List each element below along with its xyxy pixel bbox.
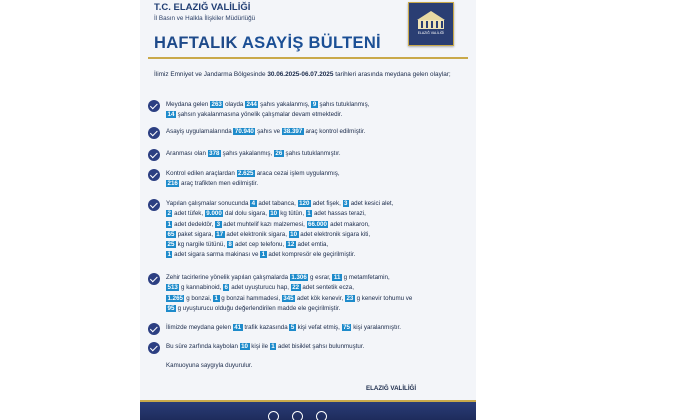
highlighted-number: 345	[283, 294, 294, 302]
item-text-segment: g esrar,	[308, 274, 333, 281]
item-text-segment: adet tüfek,	[172, 210, 205, 218]
bulletin-document	[140, 0, 476, 420]
item-text-segment: şahıs yakalanmış,	[220, 150, 274, 157]
item-text-segment: g bonzai hammadesi,	[219, 294, 282, 302]
highlighted-number: 10	[290, 230, 298, 238]
item-text-segment: kişi ile	[249, 343, 270, 350]
highlighted-number: 1	[167, 220, 171, 228]
highlighted-number: 10	[270, 210, 278, 218]
item-text	[166, 323, 466, 333]
highlighted-number: 1.265	[167, 294, 183, 302]
item-text-segment: olayda	[223, 101, 246, 108]
social-icon[interactable]	[268, 411, 279, 420]
item-text-segment: şahıs tutuklanmıştır.	[283, 150, 341, 157]
check-icon	[148, 169, 160, 181]
closing-text: Kamuoyuna saygıyla duyurulur.	[166, 362, 253, 369]
item-text	[166, 273, 466, 314]
logo-building	[418, 20, 444, 29]
item-text-segment: adet emtia,	[295, 241, 329, 249]
item-text-segment: adet kesici alet,	[349, 200, 394, 207]
highlighted-number: 41	[234, 324, 242, 331]
item-text-segment: kişi yaralanmıştır.	[351, 324, 401, 331]
item-text-segment: Zehir tacirlerine yönelik yapılan çalışmalarda	[166, 274, 290, 281]
footer-bar	[140, 400, 476, 420]
highlighted-number: 12	[287, 241, 295, 249]
item-text-segment: adet cep telefonu,	[233, 241, 286, 249]
governorship-building-logo	[408, 2, 454, 46]
item-text-segment: adet sentetik ecza,	[300, 284, 354, 292]
item-text-segment: Bu süre zarfında kaybolan	[166, 343, 240, 350]
item-text-segment: adet fişek,	[310, 200, 343, 207]
item-text-segment: adet elektronik sigara kiti,	[298, 230, 371, 238]
intro-text: İlimiz Emniyet ve Jandarma Bölgesinde	[154, 71, 268, 78]
item-text-segment: Asayiş uygulamalarında	[166, 128, 234, 135]
item-text-segment: şahıs yakalanmış,	[258, 101, 312, 108]
item-text-segment: kg nargile tütünü,	[175, 241, 227, 249]
check-icon	[148, 273, 160, 285]
check-icon	[148, 100, 160, 112]
highlighted-number: 2.625	[238, 170, 254, 177]
highlighted-number: 25	[167, 241, 175, 249]
item-text-segment: şahıs tutuklanmış,	[317, 101, 370, 108]
item-text-segment: şahıs ve	[255, 128, 282, 135]
highlighted-number: 1	[307, 210, 311, 218]
item-text-segment: adet elektronik sigara,	[224, 230, 289, 238]
item-text	[166, 199, 466, 261]
check-icon	[148, 127, 160, 139]
logo-roof	[417, 11, 445, 20]
highlighted-number: 95	[167, 304, 175, 312]
item-text-segment: dal dolu sigara,	[223, 210, 269, 218]
highlighted-number: 1	[261, 251, 266, 259]
highlighted-number: 378	[209, 150, 220, 157]
highlighted-number: 6	[224, 284, 228, 292]
item-text-segment: araç kontrol edilmiştir.	[303, 128, 366, 135]
item-text-segment: adet makaron,	[328, 220, 370, 228]
item-text-segment: paket sigara,	[175, 230, 215, 238]
highlighted-number: 11	[333, 274, 341, 281]
highlighted-number: 120	[299, 200, 310, 207]
highlighted-number: 22	[292, 284, 300, 292]
highlighted-number: 9	[312, 101, 317, 108]
item-text-segment: adet kompresör ele geçirilmiştir.	[266, 251, 356, 259]
highlighted-number: 17	[216, 230, 224, 238]
intro-paragraph	[154, 70, 466, 80]
item-text-segment: kişi vefat etmiş,	[295, 324, 342, 331]
organization-name: T.C. ELAZIĞ VALİLİĞİ	[154, 2, 251, 13]
highlighted-number: 75	[343, 324, 350, 331]
signature: ELAZIĞ VALİLİĞİ	[366, 385, 417, 392]
highlighted-number: 8	[228, 241, 232, 249]
highlighted-number: 216	[167, 180, 178, 188]
item-text-segment: g bonzai,	[184, 294, 214, 302]
item-text-segment: adet kök kenevir,	[295, 294, 345, 302]
check-icon	[148, 149, 160, 161]
highlighted-number: 3	[344, 200, 348, 207]
bulletin-title	[154, 34, 381, 53]
item-text-segment: g kannabinoid,	[179, 284, 224, 292]
item-text-segment: g uyuşturucu olduğu değerlendirilen madde ele geçirilmiştir.	[175, 304, 341, 312]
check-icon	[148, 342, 160, 354]
item-text-segment: g kenevir tohumu ve	[354, 294, 413, 302]
footer-gold-line	[140, 400, 476, 402]
highlighted-number: 70.940	[234, 128, 254, 135]
item-text-segment: şahsın yakalanmasına yönelik çalışmalar devam etmektedir.	[175, 111, 343, 119]
title-part-2: ASAYİŞ BÜLTENİ	[241, 34, 381, 52]
item-text-segment: Yapılan çalışmalar sonucunda	[166, 200, 251, 207]
item-text-segment: adet sigara sarma makinası ve	[172, 251, 261, 259]
item-text-segment: adet uyuşturucu hap,	[229, 284, 291, 292]
item-text-segment: kg tütün,	[278, 210, 306, 218]
item-text-segment: adet dedektör,	[172, 220, 216, 228]
highlighted-number: 263	[211, 101, 222, 108]
item-text-segment: araca cezai işlem uygulanmış,	[255, 170, 340, 177]
item-text-segment: İlimizde meydana gelen	[166, 324, 233, 331]
item-text	[166, 100, 466, 121]
highlighted-number: 23	[346, 294, 354, 302]
intro-text-end: tarihleri arasında meydana gelen olaylar;	[333, 71, 451, 78]
item-text-segment: adet bisiklet şahsı bulunmuştur.	[276, 343, 365, 350]
item-text-segment: Meydana gelen	[166, 101, 211, 108]
highlighted-number: 1	[214, 294, 218, 302]
highlighted-number: 513	[167, 284, 178, 292]
item-text-segment: adet tabanca,	[256, 200, 298, 207]
highlighted-number: 2	[167, 210, 171, 218]
item-text-segment: araç trafikten men edilmiştir.	[179, 180, 259, 188]
title-part-1: HAFTALIK	[154, 34, 238, 52]
item-text-segment: adet muhtelif kazı malzemesi,	[221, 220, 307, 228]
date-range: 30.06.2025-06.07.2025	[267, 71, 334, 78]
highlighted-number: 5	[290, 324, 295, 331]
header-divider	[148, 57, 468, 59]
highlighted-number: 38.397	[283, 128, 303, 135]
check-icon	[148, 199, 160, 211]
check-icon	[148, 323, 160, 335]
logo-caption: ELAZIĞ VALİLİĞİ	[417, 31, 445, 35]
social-icon[interactable]	[316, 411, 327, 420]
social-icon[interactable]	[292, 411, 303, 420]
item-text-segment: Kontrol edilen araçlardan	[166, 170, 237, 177]
item-text	[166, 169, 466, 190]
highlighted-number: 66.000	[308, 220, 327, 228]
highlighted-number: 9.000	[206, 210, 222, 218]
highlighted-number: 3	[216, 220, 221, 228]
item-text	[166, 149, 466, 159]
item-text-segment: trafik kazasında	[242, 324, 290, 331]
item-text	[166, 127, 466, 137]
item-text	[166, 342, 466, 352]
highlighted-number: 14	[167, 111, 175, 119]
department-name: İl Basın ve Halkla İlişkiler Müdürlüğü	[154, 15, 256, 22]
highlighted-number: 10	[241, 343, 248, 350]
highlighted-number: 65	[167, 230, 175, 238]
item-text-segment: Aranması olan	[166, 150, 208, 157]
item-text-segment: g metamfetamin,	[341, 274, 390, 281]
highlighted-number: 1.306	[291, 274, 307, 281]
item-text-segment: adet hassas terazi,	[312, 210, 366, 218]
highlighted-number: 26	[275, 150, 283, 157]
highlighted-number: 4	[251, 200, 256, 207]
highlighted-number: 1	[271, 343, 275, 350]
highlighted-number: 244	[246, 101, 257, 108]
highlighted-number: 1	[167, 251, 171, 259]
